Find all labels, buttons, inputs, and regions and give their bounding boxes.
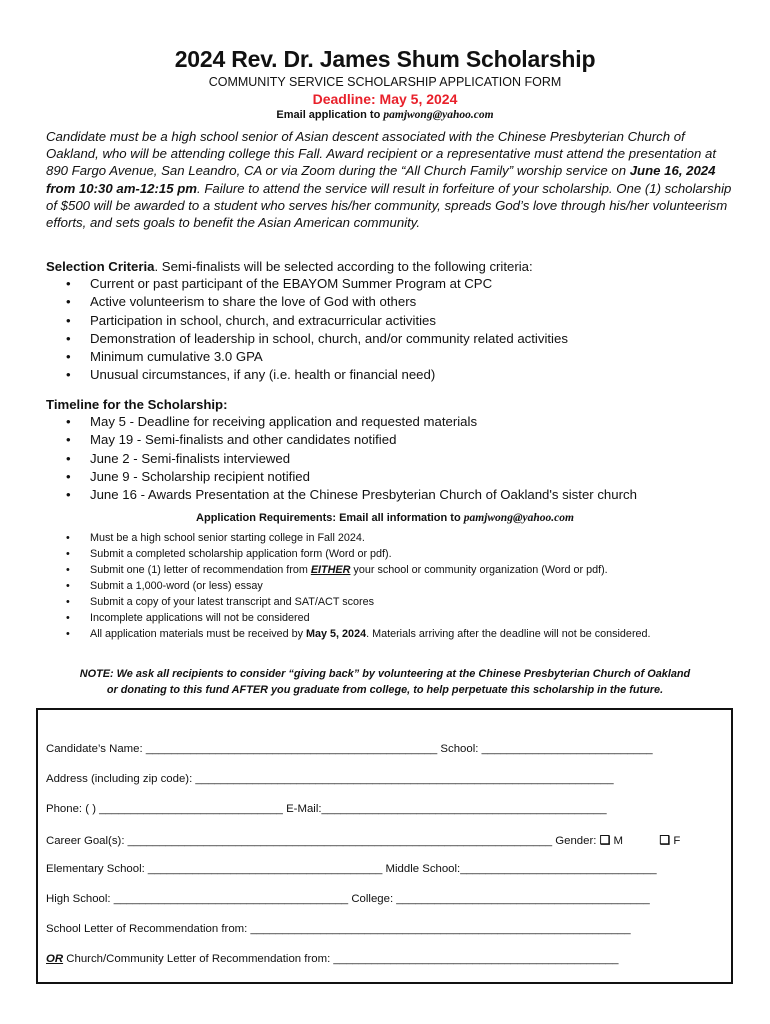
form-row-career bbox=[46, 833, 726, 847]
timeline-heading: Timeline for the Scholarship: bbox=[46, 397, 228, 412]
gender-m-label: M bbox=[613, 835, 624, 847]
list-item: • Submit a copy of your latest transcript and SAT/ACT scores bbox=[66, 594, 696, 610]
email-instruction bbox=[0, 109, 770, 121]
email-field[interactable]: E-Mail:_____________________________________________ bbox=[286, 803, 607, 815]
criteria-heading-rest: . Semi-finalists will be selected according to the following criteria: bbox=[154, 259, 533, 274]
requirements-list bbox=[66, 530, 696, 642]
list-item: • Submit a 1,000-word (or less) essay bbox=[66, 578, 696, 594]
list-item: • May 19 - Semi-finalists and other candidates notified bbox=[66, 431, 637, 449]
deadline-text: Deadline: May 5, 2024 bbox=[312, 91, 458, 107]
gender-label: Gender: bbox=[555, 835, 597, 847]
form-row-elementary bbox=[46, 863, 726, 875]
address-field[interactable]: Address (including zip code): __________________________________________________________________ bbox=[46, 773, 614, 785]
form-row-address bbox=[46, 773, 726, 785]
list-item: • Active volunteerism to share the love of God with others bbox=[66, 293, 568, 311]
intro-text-1: Candidate must be a high school senior of Asian descent associated with the Chinese Presbyterian Church of Oakland, who will be attending college this Fall. Award recipient or a representative must attend the presentation at 890 Fargo Avenue, San Leandro, CA or via Zoom during the “All Church Family” worship service on bbox=[46, 129, 717, 179]
high-school-field[interactable]: High School: _____________________________________ bbox=[46, 893, 349, 905]
criteria-heading bbox=[46, 259, 736, 274]
timeline-list bbox=[66, 413, 637, 504]
school-letter-field[interactable]: School Letter of Recommendation from: ____________________________________________________________ bbox=[46, 923, 631, 935]
gender-f-checkbox[interactable]: ❑ bbox=[659, 833, 671, 847]
application-form-box bbox=[36, 708, 733, 984]
req-text: . Materials arriving after the deadline will not be considered. bbox=[366, 628, 651, 640]
req-deadline-date: May 5, 2024 bbox=[306, 628, 367, 640]
school-field[interactable]: School: ___________________________ bbox=[440, 743, 653, 755]
form-subtitle: COMMUNITY SERVICE SCHOLARSHIP APPLICATION FORM bbox=[208, 75, 562, 89]
page-title: 2024 Rev. Dr. James Shum Scholarship bbox=[174, 46, 596, 72]
form-row-church-letter bbox=[46, 953, 726, 965]
career-goals-field[interactable]: Career Goal(s): ___________________________________________________________________ bbox=[46, 835, 553, 847]
form-row-highschool bbox=[46, 893, 726, 905]
either-emphasis: EITHER bbox=[310, 564, 351, 576]
gender-m-checkbox[interactable]: ❑ bbox=[599, 833, 611, 847]
middle-school-field[interactable]: Middle School:_______________________________ bbox=[385, 863, 657, 875]
intro-paragraph bbox=[46, 128, 736, 231]
requirements-heading bbox=[0, 512, 770, 524]
email-prefix: Email application to bbox=[276, 109, 381, 121]
note-paragraph bbox=[30, 667, 740, 698]
list-item: • Current or past participant of the EBAYOM Summer Program at CPC bbox=[66, 275, 568, 293]
criteria-list bbox=[66, 275, 568, 385]
or-emphasis: OR bbox=[46, 953, 64, 965]
church-letter-field[interactable]: Church/Community Letter of Recommendation from: _____________________________________________ bbox=[63, 953, 619, 965]
form-row-phone bbox=[46, 803, 726, 815]
list-item bbox=[66, 626, 696, 642]
list-item: • June 16 - Awards Presentation at the Chinese Presbyterian Church of Oakland's sister church bbox=[66, 486, 637, 504]
form-row-school-letter bbox=[46, 923, 726, 935]
note-line-1: NOTE: We ask all recipients to consider “giving back” by volunteering at the Chinese Presbyterian Church of Oakland bbox=[79, 668, 691, 680]
phone-field[interactable]: Phone: ( ) _____________________________ bbox=[46, 803, 283, 815]
list-item: • Minimum cumulative 3.0 GPA bbox=[66, 348, 568, 366]
list-item: • Unusual circumstances, if any (i.e. health or financial need) bbox=[66, 366, 568, 384]
list-item: • Participation in school, church, and extracurricular activities bbox=[66, 312, 568, 330]
list-item: • Demonstration of leadership in school, church, and/or community related activities bbox=[66, 330, 568, 348]
college-field[interactable]: College: ________________________________________ bbox=[351, 893, 650, 905]
form-row-name bbox=[46, 743, 726, 755]
intro-text-2: . Failure to attend the service will result in forfeiture of your scholarship. One (1) scholarship of $500 will be awarded to a student who serves his/her community, spreads God’s love through his/her volunteerism efforts, and sets goals to benefit the Asian American community. bbox=[46, 180, 732, 231]
candidate-name-field[interactable]: Candidate’s Name: ______________________________________________ bbox=[46, 743, 438, 755]
note-line-2: or donating to this fund AFTER you graduate from college, to help perpetuate this scholarship in the future. bbox=[106, 683, 664, 696]
gender-f-label: F bbox=[673, 835, 681, 847]
list-item: • Must be a high school senior starting college in Fall 2024. bbox=[66, 530, 696, 546]
list-item: • June 9 - Scholarship recipient notified bbox=[66, 468, 637, 486]
req-text: your school or community organization (Word or pdf). bbox=[350, 564, 608, 576]
list-item: • June 2 - Semi-finalists interviewed bbox=[66, 450, 637, 468]
list-item: • Incomplete applications will not be considered bbox=[66, 610, 696, 626]
list-item bbox=[66, 562, 696, 578]
req-text: Submit one (1) letter of recommendation from bbox=[90, 564, 311, 576]
req-text: All application materials must be received by bbox=[90, 628, 307, 640]
requirements-heading-text: Application Requirements: Email all information to bbox=[196, 512, 461, 524]
list-item: • May 5 - Deadline for receiving application and requested materials bbox=[66, 413, 637, 431]
requirements-email-link[interactable]: pamjwong@yahoo.com bbox=[463, 512, 574, 524]
elementary-school-field[interactable]: Elementary School: _____________________________________ bbox=[46, 863, 383, 875]
email-address-link[interactable]: pamjwong@yahoo.com bbox=[383, 109, 494, 121]
criteria-heading-bold: Selection Criteria bbox=[46, 259, 155, 274]
intro-service-date: June 16, 2024 from 10:30 am-12:15 pm bbox=[46, 163, 716, 196]
list-item: • Submit a completed scholarship application form (Word or pdf). bbox=[66, 546, 696, 562]
